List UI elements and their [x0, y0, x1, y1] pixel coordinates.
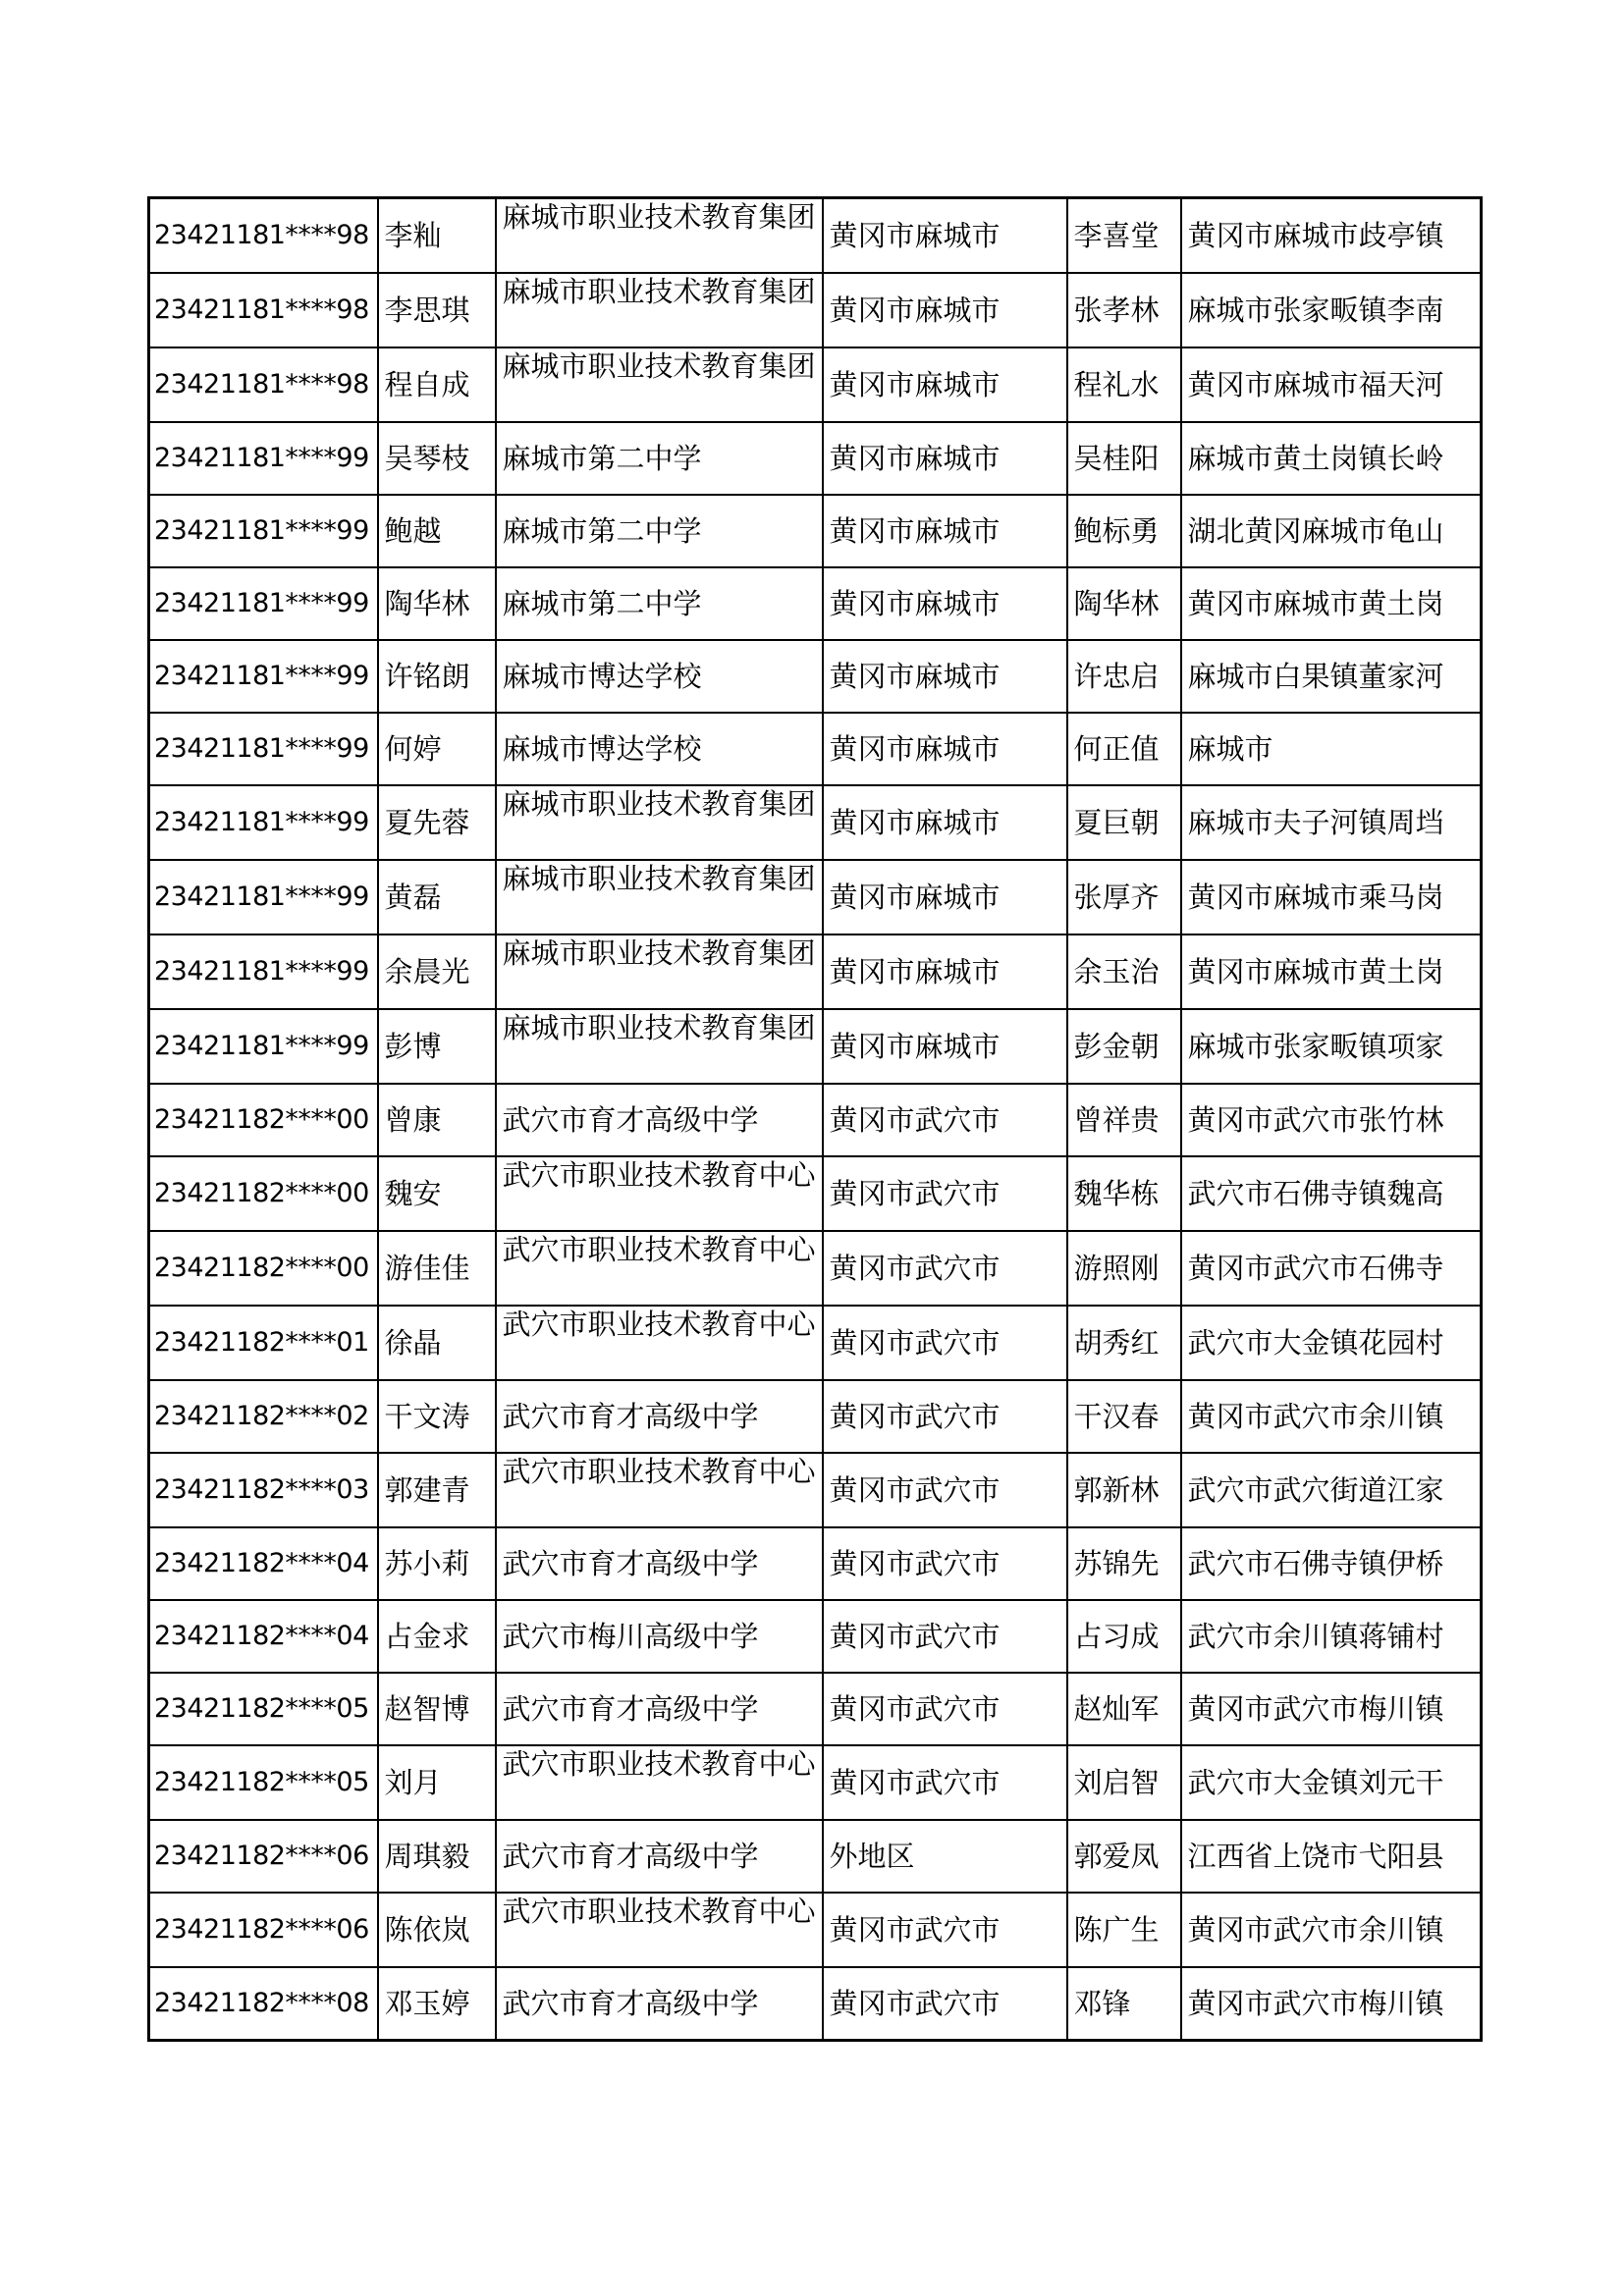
school-cell: 武穴市育才高级中学	[496, 1527, 823, 1600]
table-row	[149, 1527, 1482, 1600]
school-cell: 武穴市职业技术教育中心	[496, 1893, 823, 1967]
region-cell: 黄冈市麻城市	[823, 198, 1067, 274]
school-cell: 麻城市第二中学	[496, 567, 823, 640]
table-row	[149, 1380, 1482, 1453]
region-cell: 外地区	[823, 1820, 1067, 1893]
id-cell: 23421181****99	[149, 567, 378, 640]
table-row	[149, 1453, 1482, 1527]
name-cell: 何婷	[378, 713, 496, 785]
address-cell: 黄冈市武穴市梅川镇	[1181, 1967, 1482, 2041]
address-cell: 黄冈市武穴市梅川镇	[1181, 1673, 1482, 1745]
table-row	[149, 1967, 1482, 2041]
address-cell: 黄冈市武穴市张竹林	[1181, 1084, 1482, 1156]
name-cell: 李籼	[378, 198, 496, 274]
school-cell: 武穴市职业技术教育中心	[496, 1231, 823, 1306]
school-cell: 麻城市职业技术教育集团	[496, 1009, 823, 1084]
id-cell: 23421182****06	[149, 1820, 378, 1893]
name-cell: 许铭朗	[378, 640, 496, 713]
region-cell: 黄冈市麻城市	[823, 273, 1067, 347]
table-row	[149, 495, 1482, 567]
region-cell: 黄冈市麻城市	[823, 713, 1067, 785]
school-cell: 麻城市职业技术教育集团	[496, 860, 823, 934]
guardian-cell: 占习成	[1067, 1600, 1181, 1673]
name-cell: 刘月	[378, 1745, 496, 1820]
address-cell: 麻城市白果镇董家河	[1181, 640, 1482, 713]
guardian-cell: 吴桂阳	[1067, 422, 1181, 495]
region-cell: 黄冈市武穴市	[823, 1600, 1067, 1673]
school-cell: 麻城市博达学校	[496, 713, 823, 785]
table-row	[149, 347, 1482, 422]
address-cell: 黄冈市麻城市歧亭镇	[1181, 198, 1482, 274]
address-cell: 黄冈市麻城市乘马岗	[1181, 860, 1482, 934]
guardian-cell: 曾祥贵	[1067, 1084, 1181, 1156]
region-cell: 黄冈市武穴市	[823, 1156, 1067, 1231]
name-cell: 游佳佳	[378, 1231, 496, 1306]
guardian-cell: 干汉春	[1067, 1380, 1181, 1453]
table-row	[149, 1009, 1482, 1084]
id-cell: 23421182****04	[149, 1527, 378, 1600]
address-cell: 麻城市	[1181, 713, 1482, 785]
address-cell: 黄冈市武穴市余川镇	[1181, 1893, 1482, 1967]
name-cell: 苏小莉	[378, 1527, 496, 1600]
name-cell: 邓玉婷	[378, 1967, 496, 2041]
school-cell: 武穴市育才高级中学	[496, 1084, 823, 1156]
region-cell: 黄冈市武穴市	[823, 1453, 1067, 1527]
address-cell: 黄冈市武穴市余川镇	[1181, 1380, 1482, 1453]
name-cell: 周琪毅	[378, 1820, 496, 1893]
id-cell: 23421182****00	[149, 1084, 378, 1156]
school-cell: 麻城市第二中学	[496, 422, 823, 495]
guardian-cell: 刘启智	[1067, 1745, 1181, 1820]
address-cell: 黄冈市麻城市黄土岗	[1181, 567, 1482, 640]
name-cell: 干文涛	[378, 1380, 496, 1453]
id-cell: 23421182****02	[149, 1380, 378, 1453]
table-row	[149, 1673, 1482, 1745]
name-cell: 余晨光	[378, 934, 496, 1009]
guardian-cell: 余玉治	[1067, 934, 1181, 1009]
region-cell: 黄冈市武穴市	[823, 1306, 1067, 1380]
guardian-cell: 张孝林	[1067, 273, 1181, 347]
school-cell: 武穴市育才高级中学	[496, 1820, 823, 1893]
region-cell: 黄冈市武穴市	[823, 1084, 1067, 1156]
table-row	[149, 567, 1482, 640]
guardian-cell: 张厚齐	[1067, 860, 1181, 934]
address-cell: 武穴市余川镇蒋铺村	[1181, 1600, 1482, 1673]
roster-body	[149, 198, 1482, 2041]
region-cell: 黄冈市麻城市	[823, 640, 1067, 713]
table-row	[149, 785, 1482, 860]
school-cell: 麻城市博达学校	[496, 640, 823, 713]
id-cell: 23421181****99	[149, 860, 378, 934]
school-cell: 武穴市育才高级中学	[496, 1380, 823, 1453]
guardian-cell: 赵灿军	[1067, 1673, 1181, 1745]
table-row	[149, 1306, 1482, 1380]
name-cell: 鲍越	[378, 495, 496, 567]
school-cell: 麻城市职业技术教育集团	[496, 198, 823, 274]
address-cell: 武穴市大金镇花园村	[1181, 1306, 1482, 1380]
address-cell: 湖北黄冈麻城市龟山	[1181, 495, 1482, 567]
name-cell: 李思琪	[378, 273, 496, 347]
id-cell: 23421182****06	[149, 1893, 378, 1967]
school-cell: 武穴市职业技术教育中心	[496, 1306, 823, 1380]
table-row	[149, 713, 1482, 785]
name-cell: 彭博	[378, 1009, 496, 1084]
guardian-cell: 何正值	[1067, 713, 1181, 785]
region-cell: 黄冈市武穴市	[823, 1527, 1067, 1600]
table-row	[149, 273, 1482, 347]
school-cell: 武穴市职业技术教育中心	[496, 1745, 823, 1820]
school-cell: 麻城市职业技术教育集团	[496, 785, 823, 860]
name-cell: 陈依岚	[378, 1893, 496, 1967]
school-cell: 武穴市职业技术教育中心	[496, 1453, 823, 1527]
school-cell: 麻城市职业技术教育集团	[496, 273, 823, 347]
address-cell: 武穴市石佛寺镇魏高	[1181, 1156, 1482, 1231]
id-cell: 23421181****98	[149, 198, 378, 274]
school-cell: 武穴市育才高级中学	[496, 1967, 823, 2041]
school-cell: 武穴市职业技术教育中心	[496, 1156, 823, 1231]
address-cell: 麻城市黄土岗镇长岭	[1181, 422, 1482, 495]
address-cell: 麻城市张家畈镇项家	[1181, 1009, 1482, 1084]
name-cell: 黄磊	[378, 860, 496, 934]
table-row	[149, 934, 1482, 1009]
guardian-cell: 彭金朝	[1067, 1009, 1181, 1084]
id-cell: 23421182****05	[149, 1745, 378, 1820]
guardian-cell: 邓锋	[1067, 1967, 1181, 2041]
address-cell: 江西省上饶市弋阳县	[1181, 1820, 1482, 1893]
school-cell: 麻城市第二中学	[496, 495, 823, 567]
guardian-cell: 游照刚	[1067, 1231, 1181, 1306]
id-cell: 23421181****99	[149, 1009, 378, 1084]
school-cell: 麻城市职业技术教育集团	[496, 347, 823, 422]
school-cell: 武穴市育才高级中学	[496, 1673, 823, 1745]
guardian-cell: 陈广生	[1067, 1893, 1181, 1967]
region-cell: 黄冈市武穴市	[823, 1967, 1067, 2041]
guardian-cell: 鲍标勇	[1067, 495, 1181, 567]
table-row	[149, 1084, 1482, 1156]
table-row	[149, 1745, 1482, 1820]
guardian-cell: 苏锦先	[1067, 1527, 1181, 1600]
address-cell: 武穴市武穴街道江家	[1181, 1453, 1482, 1527]
id-cell: 23421181****99	[149, 640, 378, 713]
school-cell: 麻城市职业技术教育集团	[496, 934, 823, 1009]
name-cell: 魏安	[378, 1156, 496, 1231]
address-cell: 黄冈市麻城市黄土岗	[1181, 934, 1482, 1009]
region-cell: 黄冈市武穴市	[823, 1893, 1067, 1967]
table-row	[149, 422, 1482, 495]
name-cell: 吴琴枝	[378, 422, 496, 495]
region-cell: 黄冈市武穴市	[823, 1745, 1067, 1820]
guardian-cell: 陶华林	[1067, 567, 1181, 640]
guardian-cell: 郭新林	[1067, 1453, 1181, 1527]
table-row	[149, 1231, 1482, 1306]
id-cell: 23421182****08	[149, 1967, 378, 2041]
table-row	[149, 198, 1482, 274]
region-cell: 黄冈市武穴市	[823, 1380, 1067, 1453]
name-cell: 赵智博	[378, 1673, 496, 1745]
id-cell: 23421181****99	[149, 785, 378, 860]
table-row	[149, 860, 1482, 934]
table-row	[149, 1893, 1482, 1967]
id-cell: 23421181****98	[149, 347, 378, 422]
region-cell: 黄冈市麻城市	[823, 1009, 1067, 1084]
region-cell: 黄冈市武穴市	[823, 1231, 1067, 1306]
id-cell: 23421182****01	[149, 1306, 378, 1380]
name-cell: 程自成	[378, 347, 496, 422]
name-cell: 夏先蓉	[378, 785, 496, 860]
address-cell: 武穴市大金镇刘元干	[1181, 1745, 1482, 1820]
name-cell: 郭建青	[378, 1453, 496, 1527]
address-cell: 武穴市石佛寺镇伊桥	[1181, 1527, 1482, 1600]
guardian-cell: 夏巨朝	[1067, 785, 1181, 860]
address-cell: 麻城市张家畈镇李南	[1181, 273, 1482, 347]
id-cell: 23421182****05	[149, 1673, 378, 1745]
address-cell: 黄冈市武穴市石佛寺	[1181, 1231, 1482, 1306]
region-cell: 黄冈市武穴市	[823, 1673, 1067, 1745]
region-cell: 黄冈市麻城市	[823, 422, 1067, 495]
guardian-cell: 郭爱凤	[1067, 1820, 1181, 1893]
address-cell: 黄冈市麻城市福天河	[1181, 347, 1482, 422]
table-row	[149, 1820, 1482, 1893]
region-cell: 黄冈市麻城市	[823, 785, 1067, 860]
address-cell: 麻城市夫子河镇周垱	[1181, 785, 1482, 860]
id-cell: 23421182****00	[149, 1156, 378, 1231]
name-cell: 占金求	[378, 1600, 496, 1673]
guardian-cell: 魏华栋	[1067, 1156, 1181, 1231]
name-cell: 徐晶	[378, 1306, 496, 1380]
id-cell: 23421182****04	[149, 1600, 378, 1673]
id-cell: 23421181****99	[149, 495, 378, 567]
id-cell: 23421182****03	[149, 1453, 378, 1527]
school-cell: 武穴市梅川高级中学	[496, 1600, 823, 1673]
guardian-cell: 程礼水	[1067, 347, 1181, 422]
region-cell: 黄冈市麻城市	[823, 860, 1067, 934]
id-cell: 23421181****98	[149, 273, 378, 347]
region-cell: 黄冈市麻城市	[823, 347, 1067, 422]
id-cell: 23421181****99	[149, 934, 378, 1009]
table-row	[149, 1600, 1482, 1673]
guardian-cell: 许忠启	[1067, 640, 1181, 713]
id-cell: 23421181****99	[149, 422, 378, 495]
name-cell: 陶华林	[378, 567, 496, 640]
guardian-cell: 胡秀红	[1067, 1306, 1181, 1380]
student-roster-table	[147, 196, 1483, 2042]
id-cell: 23421181****99	[149, 713, 378, 785]
guardian-cell: 李喜堂	[1067, 198, 1181, 274]
table-row	[149, 640, 1482, 713]
region-cell: 黄冈市麻城市	[823, 495, 1067, 567]
id-cell: 23421182****00	[149, 1231, 378, 1306]
region-cell: 黄冈市麻城市	[823, 567, 1067, 640]
table-row	[149, 1156, 1482, 1231]
region-cell: 黄冈市麻城市	[823, 934, 1067, 1009]
name-cell: 曾康	[378, 1084, 496, 1156]
